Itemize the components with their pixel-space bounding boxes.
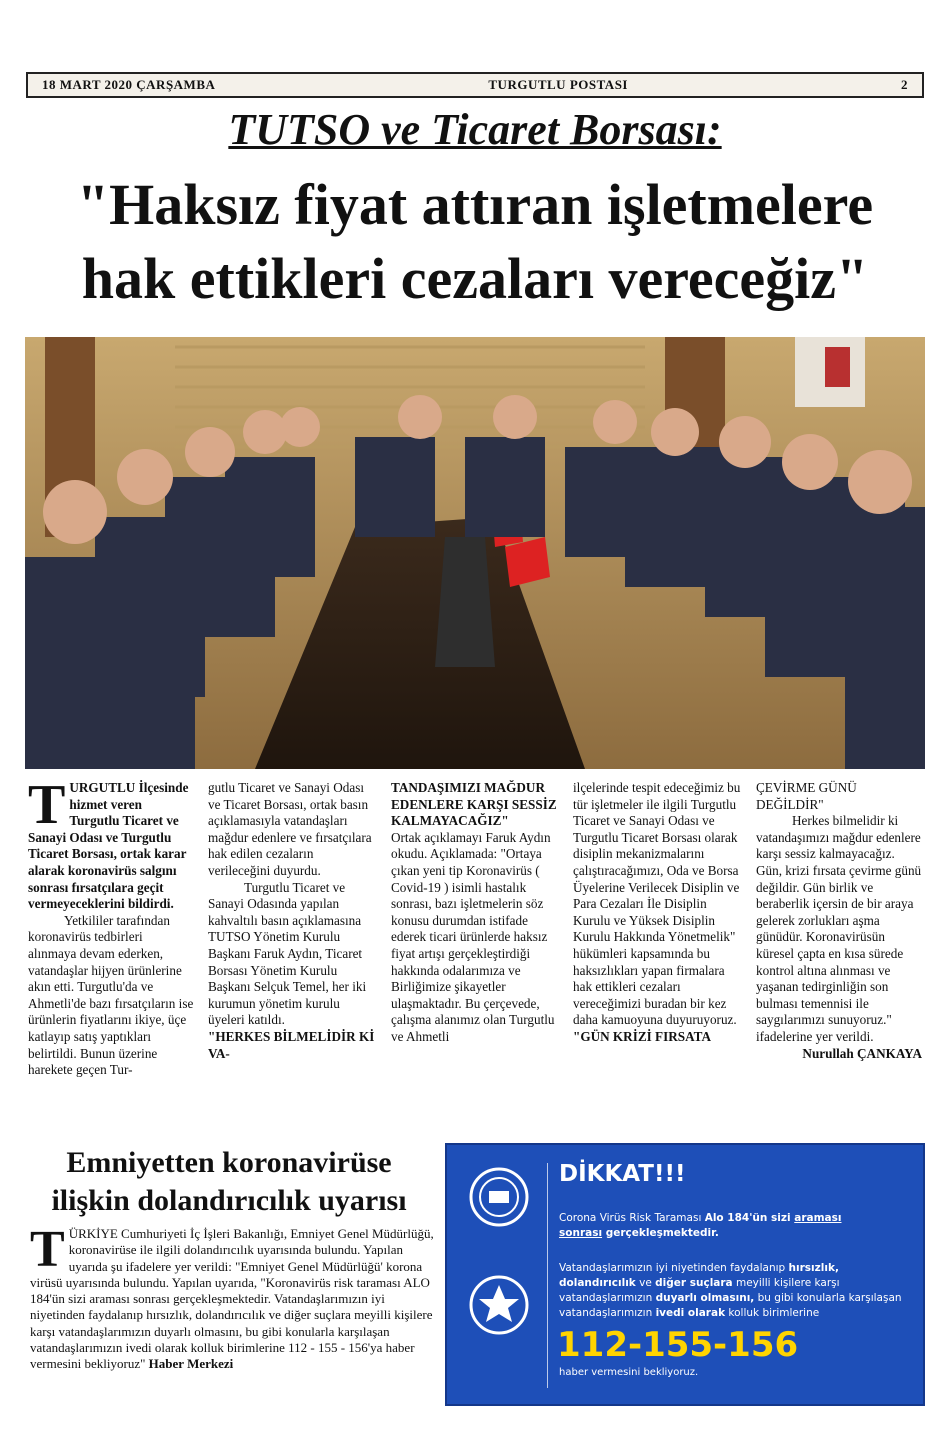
masthead <box>26 72 924 98</box>
article-column-3 <box>391 780 559 1046</box>
story2-text: ÜRKİYE Cumhuriyeti İç İşleri Bakanlığı, Emniyet Genel Müdürlüğü, koronavirüse ile ilgili dolandırıcılık uyarısında bulundu. Yapılan uyarıda şu ifadelere yer verildi: "Emniyet Genel Müdürlüğü' korona virüsü uyarısında bulundu. Yapılan uyarıda, "Koronavirüs risk taraması ALO 184'ün sizi araması sonrası gerçekleşmektedir. Vatandaşlarımızın iyi niyetinden faydalanıp hırsızlık, dolandırıcılık ve diğer suçlara meyilli kişilere karşı vatandaşlarımızın duyarlı olmasını, bu gibi konularla karşılaşan vatandaşlarımızın ivedi olarak kolluk birimlerine 112 - 155 - 156'ya haber vermesini bekliyoruz" <box>30 1226 434 1372</box>
article-column-2 <box>208 780 376 1062</box>
story2-body <box>30 1221 435 1373</box>
byline: Nurullah ÇANKAYA <box>802 1045 922 1061</box>
police-emblems <box>447 1145 547 1404</box>
meeting-photo <box>25 337 925 769</box>
kicker: TUTSO ve Ticaret Borsası: <box>228 105 722 154</box>
divider <box>547 1163 548 1388</box>
emergency-numbers: 112-155-156 <box>557 1325 799 1365</box>
ministry-emblem-icon <box>471 1169 527 1225</box>
police-warning-ad <box>445 1143 925 1406</box>
byline: Haber Merkezi <box>148 1356 234 1372</box>
paragraph: Yetkililer tarafından koronavirüs tedbirleri alınmaya devam ederken, vatandaşlar hijyen ürünlerine akın etti. Turgutlu'da ve Ahmetli'de bazı fırsatçıların ise ürünlerin fiyatlarını ikiye, üçe katlayıp satış yaptıkları belirtildi. Bunun üzerine harekete geçen Tur- <box>28 912 194 1078</box>
article-column-5 <box>756 780 922 1062</box>
page-number: 2 <box>900 77 908 92</box>
drop-cap: T <box>30 1221 65 1278</box>
headline-line-1: "Haksız fiyat attıran işletmelere <box>76 172 874 237</box>
subheading: TANDAŞIMIZI MAĞDUR EDENLERE KARŞI SESSİZ KALMAYACAĞIZ" <box>391 780 557 829</box>
ad-text-2: Vatandaşlarımızın iyi niyetinden faydalanıp hırsızlık, dolandırıcılık ve diğer suçlara meyilli kişilere karşı vatandaşlarımızın duyarlı olmasını, bu gibi konularla karşılaşan vatandaşlarımızın ivedi olarak kolluk birimlerine <box>559 1262 902 1319</box>
paragraph: Ortak açıklamayı Faruk Aydın okudu. Açıklamada: "Ortaya çıkan yeni tip Koronavirüs ( Covid-19 ) isimli hastalık sonrası, bazı işletmelerin söz konusu durumdan istifade ederek ticari ürünlerde haksız fiyat artışı gerçekleştirdiği hakkında odalarımıza ve Birliğimize şikayetler ulaşmaktadır. Bu çerçevede, çalışma alanımız olan Turgutlu ve Ahmetli <box>391 829 555 1044</box>
article-column-1 <box>28 774 194 1079</box>
drop-cap: T <box>28 774 66 836</box>
subheading: ÇEVİRME GÜNÜ DEĞİLDİR" <box>756 780 857 812</box>
issue-date: 18 MART 2020 ÇARŞAMBA <box>42 77 216 92</box>
headline <box>20 168 930 316</box>
paragraph: Herkes bilmelidir ki vatandaşımızı mağdur edenlere karşı sessiz kalmayacağız. Gün, krizi fırsata çevirme günü değildir. Gün birlik ve beraberlik içersin de bir araya gelerek zorlukları aşma günüdür. Koronavirüsün küresel çapta en kısa sürede kontrol altına alınması ve yaşanan tedirginliğin son bulması temennisi ile saygılarımızı sunuyoruz." ifadelerine yer verildi. <box>756 813 922 1044</box>
paragraph: gutlu Ticaret ve Sanayi Odası ve Ticaret Borsası, ortak basın açıklamasıyla vatandaşları mağdur edenlere ve fırsatçılara hak edilen cezaların verileceğini duyurdu. <box>208 780 372 878</box>
headline-line-2: hak ettikleri cezaları vereceğiz" <box>81 246 869 311</box>
paragraph: ilçelerinde tespit edeceğimiz bu tür işletmeler ile ilgili Turgutlu Ticaret ve Sanayi Odası ve Turgutlu Ticaret Borsası olarak disiplin mekanizmalarını çalıştıracağımızı, Oda ve Borsa Üyelerine Verilecek Disiplin ve Para Cezaları İle Disiplin Kurulu ve Yüksek Disiplin Kurulu Hakkında Yönetmelik" hükümleri kapsamında bu haksızlıkları yapan firmalara hak ettikleri cezaları vereceğimizi buradan bir kez daha kamuoyuna duyuruyoruz. <box>573 780 741 1028</box>
paragraph: Turgutlu Ticaret ve Sanayi Odasında yapılan kahvaltılı basın açıklamasına TUTSO Yönetim Kurulu Başkanı Faruk Aydın, Ticaret Borsası Yönetim Kurulu Başkanı Selçuk Temel, her iki kurumun yönetim kurulu üyeleri katıldı. <box>208 879 367 1028</box>
lead-paragraph: URGUTLU İlçesinde hizmet veren Turgutlu Ticaret ve Sanayi Odası ve Turgutlu Ticaret Borsası, ortak karar alarak koronavirüs salgını sonrası fırsatçılara geçit vermeyeceklerini bildirdi. <box>28 780 189 912</box>
paper-name: TURGUTLU POSTASI <box>488 77 628 92</box>
ad-footnote: haber vermesini bekliyoruz. <box>559 1367 699 1378</box>
story2-title: Emniyetten koronavirüse ilişkin dolandırıcılık uyarısı <box>51 1146 407 1217</box>
police-badge-icon <box>471 1277 527 1333</box>
article-column-4 <box>573 780 741 1046</box>
ad-title: DİKKAT!!! <box>559 1161 686 1187</box>
subheading: "GÜN KRİZİ FIRSATA <box>573 1028 711 1044</box>
subheading: "HERKES BİLMELİDİR Kİ VA- <box>208 1028 375 1061</box>
ad-text-1: Corona Virüs Risk Taraması Alo 184'ün sizi araması sonrası gerçekleşmektedir. <box>559 1212 842 1239</box>
